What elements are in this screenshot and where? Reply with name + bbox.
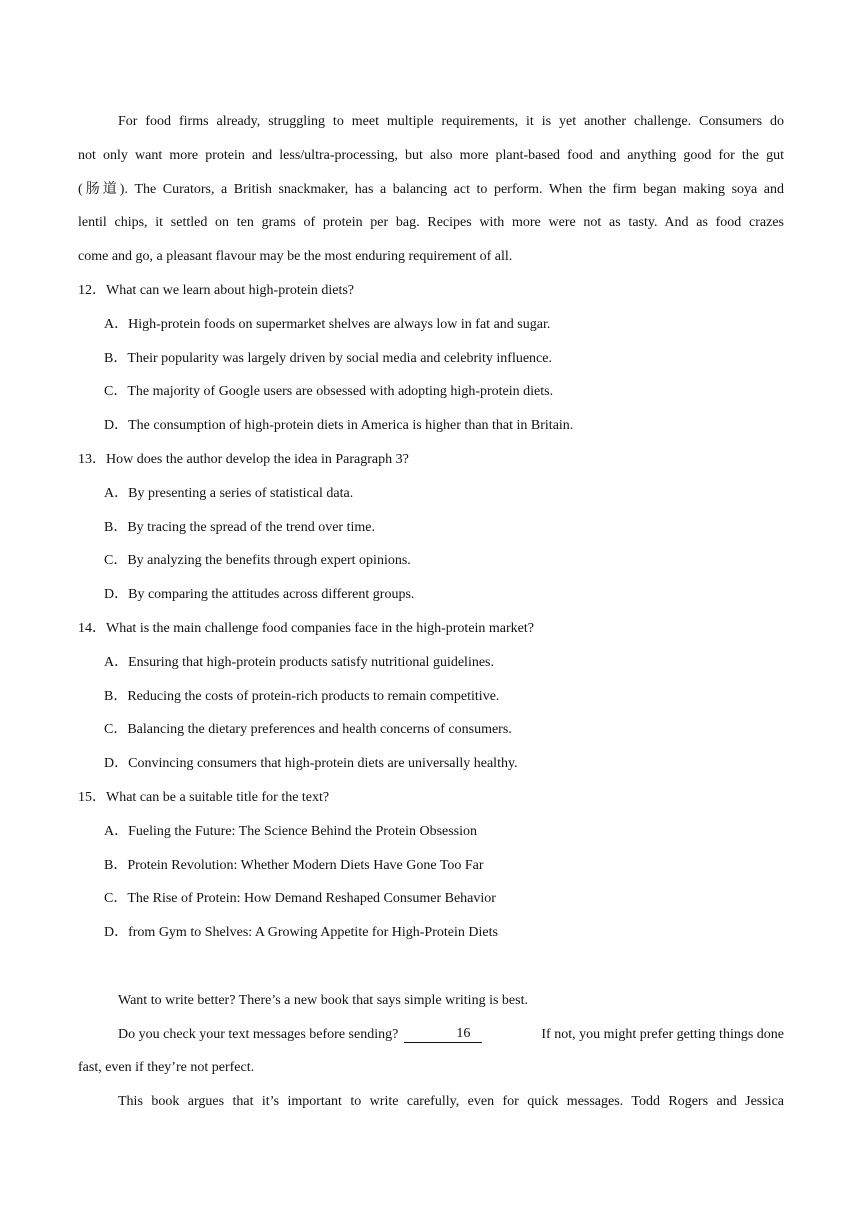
blank-16[interactable]: 16	[404, 1026, 482, 1043]
option-a[interactable]: A．Ensuring that high-protein products satisfy nutritional guidelines.	[104, 654, 494, 670]
text-line: lentil chips, it settled on ten grams of protein per bag. Recipes with more were not as tasty. And as food crazes	[78, 215, 784, 231]
option-c[interactable]: C．The majority of Google users are obsessed with adopting high-protein diets.	[104, 384, 554, 400]
option-b[interactable]: B．By tracing the spread of the trend over time.	[104, 519, 375, 535]
option-c[interactable]: C．Balancing the dietary preferences and health concerns of consumers.	[104, 722, 512, 738]
question-stem: 14．What is the main challenge food companies face in the high-protein market?	[78, 620, 535, 636]
question-14	[78, 612, 784, 781]
option-d[interactable]: D．By comparing the attitudes across different groups.	[104, 587, 415, 603]
question-stem: 13．How does the author develop the idea in Paragraph 3?	[78, 451, 409, 467]
exam-page	[78, 105, 784, 1119]
text-line: Want to write better? There’s a new book that says simple writing is best.	[118, 992, 528, 1008]
option-b[interactable]: B．Their popularity was largely driven by social media and celebrity influence.	[104, 350, 552, 366]
text-line: (肠道). The Curators, a British snackmaker, has a balancing act to perform. When the firm began making soya and	[78, 181, 784, 197]
text-fragment: If not, you might prefer getting things done	[541, 1026, 784, 1042]
option-d[interactable]: D．from Gym to Shelves: A Growing Appetite for High-Protein Diets	[104, 925, 498, 941]
passage-paragraph	[78, 105, 784, 274]
question-13	[78, 443, 784, 612]
question-12	[78, 274, 784, 443]
option-d[interactable]: D．The consumption of high-protein diets in America is higher than that in Britain.	[104, 418, 574, 434]
question-stem: 15．What can be a suitable title for the text?	[78, 789, 330, 805]
option-a[interactable]: A．By presenting a series of statistical data.	[104, 485, 354, 501]
section-gap	[78, 950, 784, 984]
question-15	[78, 781, 784, 950]
option-c[interactable]: C．By analyzing the benefits through expert opinions.	[104, 553, 411, 569]
option-a[interactable]: A．High-protein foods on supermarket shelves are always low in fat and sugar.	[104, 316, 551, 332]
text-line: This book argues that it’s important to write carefully, even for quick messages. Todd Rogers and Jessica	[118, 1094, 784, 1110]
text-line: come and go, a pleasant flavour may be the most enduring requirement of all.	[78, 249, 513, 265]
option-d[interactable]: D．Convincing consumers that high-protein diets are universally healthy.	[104, 756, 518, 772]
passage-d	[78, 984, 784, 1119]
option-c[interactable]: C．The Rise of Protein: How Demand Reshaped Consumer Behavior	[104, 891, 496, 907]
text-line: fast, even if they’re not perfect.	[78, 1060, 255, 1076]
text-fragment: Do you check your text messages before sending?	[118, 1026, 399, 1042]
text-line: not only want more protein and less/ultra-processing, but also more plant-based food and anything good for the gut	[78, 147, 784, 163]
option-b[interactable]: B．Reducing the costs of protein-rich products to remain competitive.	[104, 688, 500, 704]
option-a[interactable]: A．Fueling the Future: The Science Behind the Protein Obsession	[104, 823, 478, 839]
option-b[interactable]: B．Protein Revolution: Whether Modern Diets Have Gone Too Far	[104, 857, 484, 873]
text-line	[78, 1018, 784, 1052]
question-stem: 12．What can we learn about high-protein diets?	[78, 282, 355, 298]
text-line: For food firms already, struggling to meet multiple requirements, it is yet another challenge. Consumers do	[118, 114, 784, 129]
